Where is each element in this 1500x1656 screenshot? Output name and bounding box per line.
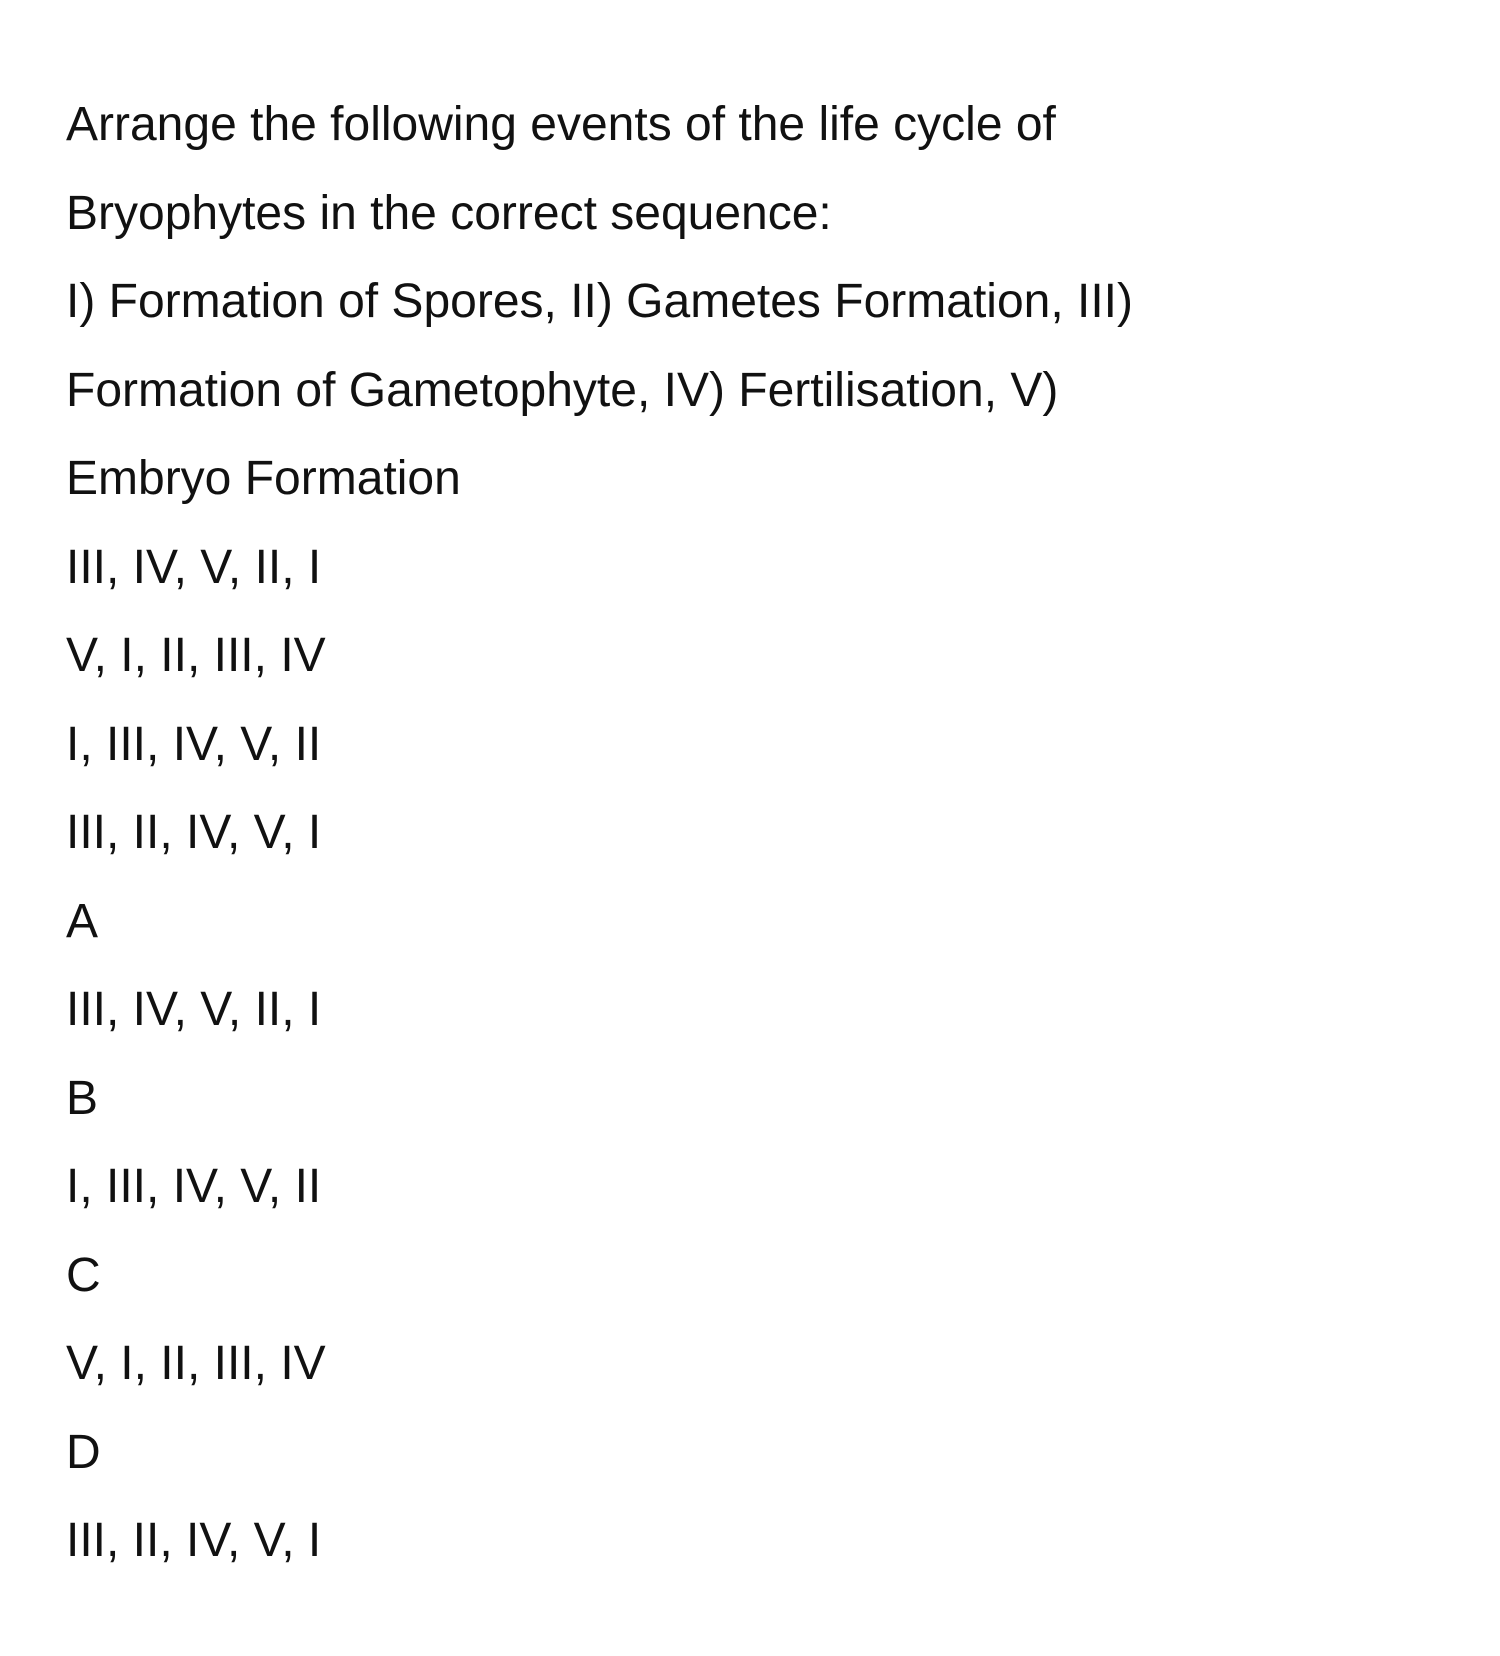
option-a[interactable] xyxy=(66,878,1446,1055)
option-text: I, III, IV, V, II xyxy=(66,1160,322,1213)
raw-option: III, II, IV, V, I xyxy=(66,806,322,859)
option-label: C xyxy=(66,1248,101,1302)
answer-options xyxy=(66,878,1446,1586)
option-b[interactable] xyxy=(66,1055,1446,1232)
option-text: III, IV, V, II, I xyxy=(66,983,322,1036)
option-c[interactable] xyxy=(66,1232,1446,1409)
raw-option: V, I, II, III, IV xyxy=(66,629,326,682)
question-line: Bryophytes in the correct sequence: xyxy=(66,186,832,240)
raw-option: III, IV, V, II, I xyxy=(66,540,322,594)
question-content xyxy=(66,81,1446,1586)
option-label: A xyxy=(66,894,99,948)
option-text: V, I, II, III, IV xyxy=(66,1337,326,1390)
question-line: I) Formation of Spores, II) Gametes Formation, III) xyxy=(66,275,1133,328)
option-text: III, II, IV, V, I xyxy=(66,1514,322,1567)
option-d[interactable] xyxy=(66,1409,1446,1586)
question-line: Arrange the following events of the life cycle of xyxy=(66,98,1056,151)
question-line: Formation of Gametophyte, IV) Fertilisation, V) xyxy=(66,363,1059,417)
question-line: Embryo Formation xyxy=(66,452,461,505)
option-label: D xyxy=(66,1425,101,1479)
raw-options-list xyxy=(66,524,1446,878)
question-text xyxy=(66,81,1446,524)
raw-option: I, III, IV, V, II xyxy=(66,717,322,771)
option-label: B xyxy=(66,1071,99,1125)
